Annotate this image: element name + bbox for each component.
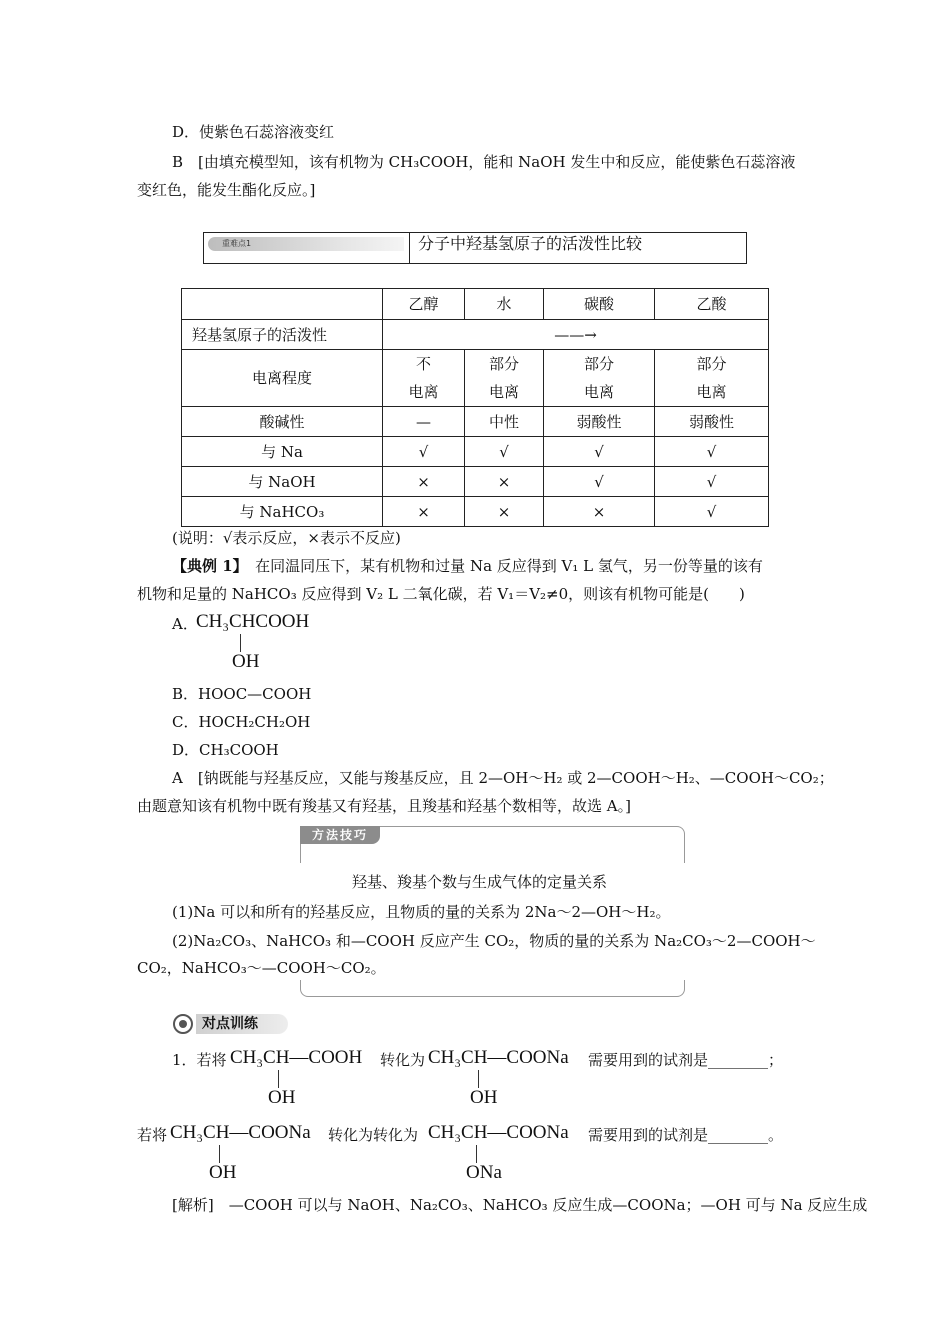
table-cell: — xyxy=(383,407,465,437)
formula: CH₃CH—COONa xyxy=(428,1047,569,1068)
divider xyxy=(409,233,410,263)
bond-line xyxy=(240,634,241,652)
method-point: (2)Na₂CO₃、NaHCO₃ 和—COOH 反应产生 CO₂，物质的量的关系为 Na₂CO₃～2—COOH～ xyxy=(172,932,816,950)
question-prefix: 若将 xyxy=(137,1126,168,1144)
table-cell: 中性 xyxy=(465,407,544,437)
answer-line: 由题意知该有机物中既有羧基又有羟基，且羧基和羟基个数相等，故选 A。] xyxy=(137,797,631,815)
table-cell: √ xyxy=(655,467,769,497)
formula: CH₃CH—COONa xyxy=(170,1122,311,1143)
table-header-cell: 乙醇 xyxy=(383,289,465,320)
table-header-cell: 碳酸 xyxy=(544,289,655,320)
table-cell: × xyxy=(383,467,465,497)
table-cell: √ xyxy=(655,437,769,467)
comparison-table xyxy=(181,288,769,527)
formula: CH₃CH—COOH xyxy=(230,1047,363,1068)
question-text: 需要用到的试剂是________。 xyxy=(588,1126,784,1144)
question-prefix: 1．若将 xyxy=(172,1051,227,1069)
table-row-label: 羟基氢原子的活泼性 xyxy=(182,320,383,350)
option-d: D．CH₃COOH xyxy=(172,741,279,759)
method-point: (1)Na 可以和所有的羟基反应，且物质的量的关系为 2Na～2—OH～H₂。 xyxy=(172,903,671,921)
bond-line xyxy=(278,1070,279,1088)
answer-line: A [钠既能与羟基反应，又能与羧基反应，且 2—OH～H₂ 或 2—COOH～H₂、—COOH～CO₂； xyxy=(172,769,834,787)
table-cell: √ xyxy=(465,437,544,467)
table-row xyxy=(182,467,769,497)
formula: CH₃CH—COONa xyxy=(428,1122,569,1143)
answer-line: 变红色，能发生酯化反应。] xyxy=(137,181,316,199)
table-header-cell: 水 xyxy=(465,289,544,320)
table-row xyxy=(182,350,769,407)
table-row xyxy=(182,320,769,350)
bond-line xyxy=(219,1145,220,1163)
table-note: (说明：√表示反应，×表示不反应) xyxy=(172,529,401,547)
option-a-formula: CH₃CHCOOH xyxy=(196,611,310,632)
table-row-label: 与 Na xyxy=(182,437,383,467)
option-c: C．HOCH₂CH₂OH xyxy=(172,713,311,731)
table-row xyxy=(182,407,769,437)
table-cell: × xyxy=(544,497,655,527)
option-a-label: A． xyxy=(172,615,198,633)
option-a-substituent: OH xyxy=(232,651,260,672)
table-cell: 部分 电离 xyxy=(655,350,769,407)
option-d: D．使紫色石蕊溶液变红 xyxy=(172,123,335,141)
method-title: 羟基、羧基个数与生成气体的定量关系 xyxy=(352,873,608,891)
table-cell: 不 电离 xyxy=(383,350,465,407)
table-cell xyxy=(182,289,383,320)
key-point-header xyxy=(203,232,747,264)
training-tag: 对点训练 xyxy=(196,1014,288,1034)
table-row-label: 与 NaHCO₃ xyxy=(182,497,383,527)
table-cell: × xyxy=(383,497,465,527)
table-row-label: 与 NaOH xyxy=(182,467,383,497)
table-header-cell: 乙酸 xyxy=(655,289,769,320)
question-text: 需要用到的试剂是________； xyxy=(588,1051,784,1069)
table-row xyxy=(182,437,769,467)
method-tag: 方法技巧 xyxy=(300,826,380,844)
formula-substituent: ONa xyxy=(466,1162,502,1183)
answer-line: B [由填充模型知，该有机物为 CH₃COOH，能和 NaOH 发生中和反应，能使紫色石蕊溶液 xyxy=(172,153,796,171)
formula-substituent: OH xyxy=(209,1162,237,1183)
table-cell: × xyxy=(465,497,544,527)
formula-substituent: OH xyxy=(470,1087,498,1108)
table-cell: √ xyxy=(655,497,769,527)
table-cell: 弱酸性 xyxy=(655,407,769,437)
example-stem-text: 在同温同压下，某有机物和过量 Na 反应得到 V₁ L 氢气，另一份等量的该有 xyxy=(240,557,763,575)
example-label: 【典例 1】 xyxy=(172,557,241,575)
formula-substituent: OH xyxy=(268,1087,296,1108)
analysis-text: [解析] —COOH 可以与 NaOH、Na₂CO₃、NaHCO₃ 反应生成—COONa；—OH 可与 Na 反应生成 xyxy=(172,1196,868,1214)
table-cell: 部分 电离 xyxy=(465,350,544,407)
example-stem-line: 机物和足量的 NaHCO₃ 反应得到 V₂ L 二氧化碳，若 V₁＝V₂≠0，则该有机物可能是( ) xyxy=(137,585,745,603)
method-box-bottom xyxy=(300,980,685,997)
table-cell: × xyxy=(465,467,544,497)
table-row-label: 电离程度 xyxy=(182,350,383,407)
activity-arrow: ——→ xyxy=(383,320,769,350)
table-cell: 部分 电离 xyxy=(544,350,655,407)
key-point-tag-label: 重难点1 xyxy=(222,239,252,248)
bond-line xyxy=(478,1070,479,1088)
option-b: B．HOOC—COOH xyxy=(172,685,312,703)
key-point-title: 分子中羟基氢原子的活泼性比较 xyxy=(418,234,643,253)
question-text: 转化为 xyxy=(380,1051,426,1069)
key-point-tag xyxy=(208,237,404,251)
table-cell: √ xyxy=(383,437,465,467)
example-stem xyxy=(172,556,763,576)
table-row xyxy=(182,497,769,527)
table-cell: √ xyxy=(544,467,655,497)
method-point-line: CO₂，NaHCO₃～—COOH～CO₂。 xyxy=(137,959,386,977)
table-header-row xyxy=(182,289,769,320)
table-cell: √ xyxy=(544,437,655,467)
target-icon xyxy=(173,1014,193,1034)
bond-line xyxy=(476,1145,477,1163)
table-row-label: 酸碱性 xyxy=(182,407,383,437)
question-text: 转化为转化为 xyxy=(328,1126,419,1144)
table-cell: 弱酸性 xyxy=(544,407,655,437)
